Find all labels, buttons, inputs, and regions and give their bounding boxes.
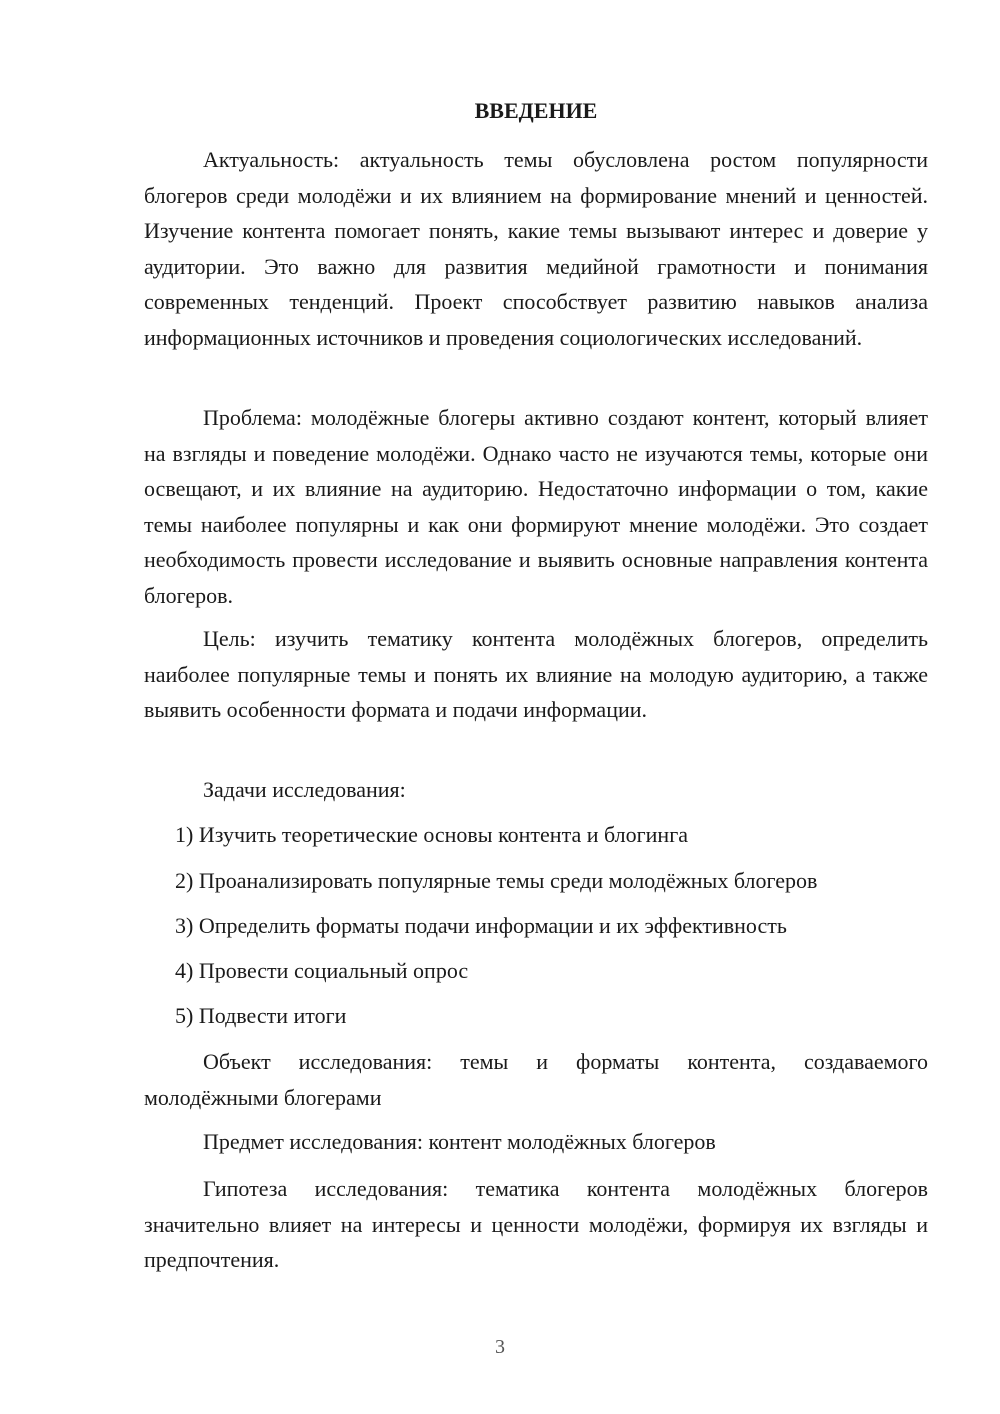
task-item: 1) Изучить теоретические основы контента и блогинга	[175, 822, 688, 847]
page-number: 3	[495, 1336, 505, 1358]
paragraph-goal: Цель: изучить тематику контента молодёжных блогеров, определить наиболее популярные темы и понять их влияние на молодую аудиторию, а также выявить особенности формата и подачи информации.	[144, 626, 928, 722]
tasks-heading: Задачи исследования:	[203, 777, 406, 802]
task-item: 4) Провести социальный опрос	[175, 958, 469, 983]
paragraph-relevance: Актуальность: актуальность темы обусловлена ростом популярности блогеров среди молодёжи и их влиянием на формирование мнений и ценностей. Изучение контента помогает понять, какие темы вызывают интерес и доверие у аудитории. Это важно для развития медийной грамотности и понимания современных тенденций. Проект способствует развитию навыков анализа информационных источников и проведения социологических исследований.	[144, 147, 928, 350]
task-item: 5) Подвести итоги	[175, 1003, 347, 1028]
task-item: 3) Определить форматы подачи информации и их эффективность	[175, 913, 787, 938]
paragraph-hypothesis: Гипотеза исследования: тематика контента молодёжных блогеров значительно влияет на интересы и ценности молодёжи, формируя их взгляды и предпочтения.	[144, 1176, 928, 1272]
paragraph-problem: Проблема: молодёжные блогеры активно создают контент, который влияет на взгляды и поведение молодёжи. Однако часто не изучаются темы, которые они освещают, и их влияние на аудиторию. Недостаточно информации о том, какие темы наиболее популярны и как они формируют мнение молодёжи. Это создает необходимость провести исследование и выявить основные направления контента блогеров.	[144, 405, 928, 608]
task-item: 2) Проанализировать популярные темы среди молодёжных блогеров	[175, 868, 818, 893]
paragraph-object: Объект исследования: темы и форматы контента, создаваемого молодёжными блогерами	[144, 1049, 928, 1110]
document-title: ВВЕДЕНИЕ	[474, 98, 598, 123]
paragraph-subject: Предмет исследования: контент молодёжных блогеров	[203, 1129, 716, 1154]
